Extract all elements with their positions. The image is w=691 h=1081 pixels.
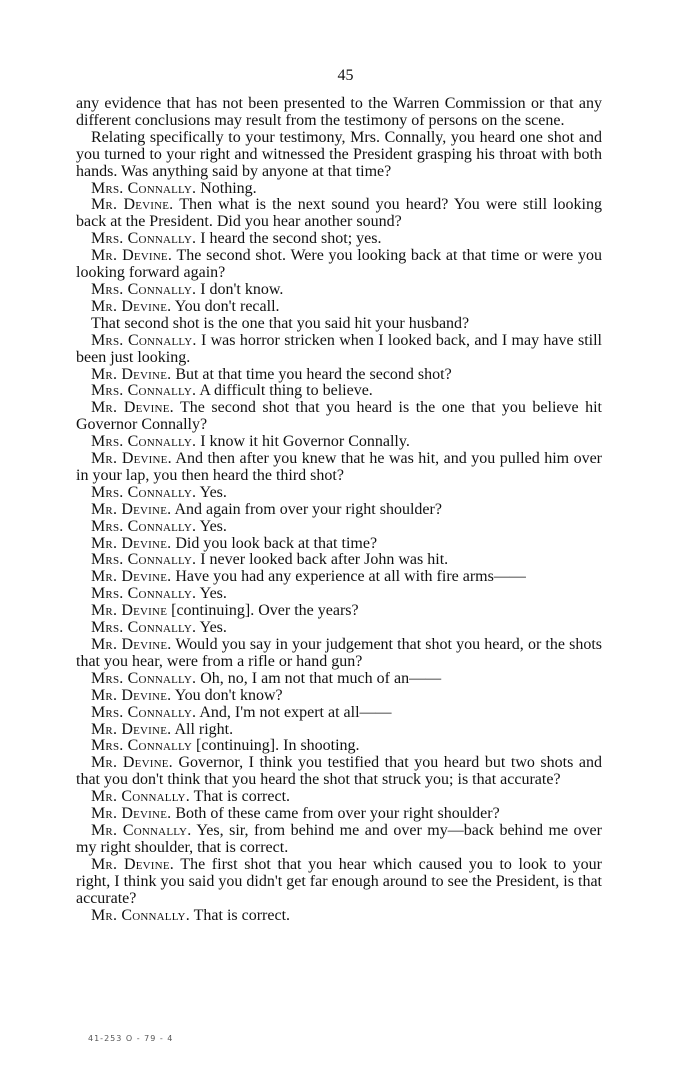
transcript-paragraph [76,130,602,181]
transcript-paragraph [76,434,602,451]
paragraph-text: A difficult thing to believe. [199,382,373,400]
transcript-paragraph [76,857,602,908]
page-number: 45 [337,67,354,84]
paragraph-text: Governor, I think you testified that you heard but two shots and that you don't think that you heard the shot that struck you; is that accurate? [76,754,602,789]
transcript-paragraph [76,823,602,857]
speaker-name: Mr. Devine. [91,500,172,518]
paragraph-text: Relating specifically to your testimony, Mrs. Connally, you heard one shot and you turned to your right and witnessed the President grasping his throat with both hands. Was anything said by anyone at that time? [76,128,602,180]
speaker-name: Mr. Devine [91,602,168,620]
transcript-paragraph [76,502,602,519]
speaker-name: Mr. Devine. [91,636,172,653]
paragraph-text: Then what is the next sound you heard? You were still looking back at the President. Did you hear another sound? [76,196,602,231]
speaker-name: Mr. Devine. [91,754,173,772]
speaker-name: Mr. Devine. [91,805,172,823]
paragraph-text: But at that time you heard the second shot? [175,365,452,383]
paragraph-text: That is correct. [193,906,291,924]
transcript-paragraph [76,197,602,231]
transcript-paragraph [76,671,602,688]
transcript-paragraph [76,485,602,502]
speaker-name: Mr. Devine. [91,855,174,873]
transcript-paragraph [76,586,602,603]
speaker-name: Mr. Devine. [91,247,173,265]
transcript-paragraph [76,181,602,198]
paragraph-text: Nothing. [200,179,257,197]
paragraph-text: I don't know. [200,280,284,298]
paragraph-text: any evidence that has not been presented to the Warren Commission or that any different conclusions may result from the testimony of persons on the scene. [76,95,602,129]
paragraph-text: You don't know? [174,686,283,704]
transcript-paragraph [76,569,602,586]
paragraph-text: That is correct. [193,788,291,806]
paragraph-text: I know it hit Governor Connally. [200,433,410,451]
transcript-paragraph [76,519,602,536]
speaker-name: Mrs. Connally. [91,517,197,535]
paragraph-text: I was horror stricken when I looked back, and I may have still been just looking. [76,331,603,366]
speaker-name: Mrs. Connally. [91,331,197,349]
transcript-paragraph [76,299,602,316]
transcript-paragraph [76,806,602,823]
transcript-paragraph [76,96,602,130]
paragraph-text: [continuing]. In shooting. [196,737,360,755]
paragraph-text: Yes. [199,483,227,501]
paragraph-text: That second shot is the one that you said hit your husband? [91,314,470,332]
speaker-name: Mrs. Connally. [91,179,197,197]
paragraph-text: Did you look back at that time? [175,534,378,552]
speaker-name: Mrs. Connally. [91,382,197,400]
paragraph-text: The second shot that you heard is the one that you believe hit Governor Connally? [76,399,602,434]
speaker-name: Mrs. Connally [91,737,193,755]
paragraph-text: Yes, sir, from behind me and over my—back behind me over my right shoulder, that is correct. [76,821,602,856]
transcript-paragraph [76,383,602,400]
speaker-name: Mr. Devine. [91,297,172,315]
speaker-name: Mrs. Connally. [91,433,197,451]
transcript-paragraph [76,620,602,637]
transcript-paragraph [76,333,602,367]
speaker-name: Mrs. Connally. [91,551,197,569]
speaker-name: Mrs. Connally. [91,280,197,298]
speaker-name: Mrs. Connally. [91,585,197,603]
transcript-paragraph [76,367,602,384]
paragraph-text: And, I'm not expert at all—— [199,703,392,721]
speaker-name: Mr. Connally. [91,788,190,806]
paragraph-text: I never looked back after John was hit. [200,551,449,569]
speaker-name: Mr. Devine. [91,196,174,214]
speaker-name: Mrs. Connally. [91,483,197,501]
speaker-name: Mrs. Connally. [91,230,197,248]
speaker-name: Mr. Devine. [91,534,172,552]
transcript-paragraph [76,536,602,553]
paragraph-text: Have you had any experience at all with fire arms—— [175,568,526,586]
paragraph-text: Both of these came from over your right shoulder? [175,805,500,823]
paragraph-text: Yes. [199,585,227,603]
paragraph-text: Oh, no, I am not that much of an—— [200,669,442,687]
transcript-paragraph [76,231,602,248]
speaker-name: Mr. Connally. [91,906,190,924]
paragraph-text: I heard the second shot; yes. [200,230,382,248]
transcript-paragraph [76,603,602,620]
speaker-name: Mrs. Connally. [91,669,197,687]
transcript-paragraph [76,282,602,299]
transcript-paragraph [76,722,602,739]
paragraph-text: All right. [174,720,234,738]
footer-print-code: 41-253 O - 79 - 4 [88,1034,174,1043]
speaker-name: Mr. Devine. [91,365,172,383]
testimony-body [76,96,602,924]
paragraph-text: The first shot that you hear which caused you to look to your right, I think you said you didn't get far enough around to see the President, is that accurate? [76,855,603,907]
speaker-name: Mr. Devine. [91,720,172,738]
transcript-paragraph [76,789,602,806]
transcript-paragraph [76,316,602,333]
paragraph-text: Yes. [199,619,227,637]
speaker-name: Mr. Connally. [91,821,192,839]
transcript-paragraph [76,908,602,925]
speaker-name: Mrs. Connally. [91,619,197,637]
transcript-paragraph [76,755,602,789]
transcript-paragraph [76,688,602,705]
speaker-name: Mr. Devine. [91,450,172,468]
speaker-name: Mr. Devine. [91,399,174,417]
paragraph-text: The second shot. Were you looking back at that time or were you looking forward again? [76,247,603,282]
transcript-paragraph [76,738,602,755]
speaker-name: Mr. Devine. [91,568,172,586]
transcript-paragraph [76,248,602,282]
transcript-paragraph [76,705,602,722]
transcript-paragraph [76,451,602,485]
speaker-name: Mrs. Connally. [91,703,197,721]
paragraph-text: And then after you knew that he was hit, and you pulled him over in your lap, you then heard the third shot? [76,450,603,484]
paragraph-text: Would you say in your judgement that shot you heard, or the shots that you hear, were from a rifle or hand gun? [76,636,603,670]
paragraph-text: You don't recall. [174,297,280,315]
transcript-paragraph [76,552,602,569]
transcript-paragraph [76,637,602,671]
paragraph-text: [continuing]. Over the years? [171,602,359,620]
paragraph-text: And again from over your right shoulder? [174,500,442,518]
speaker-name: Mr. Devine. [91,686,172,704]
transcript-paragraph [76,400,602,434]
paragraph-text: Yes. [199,517,227,535]
